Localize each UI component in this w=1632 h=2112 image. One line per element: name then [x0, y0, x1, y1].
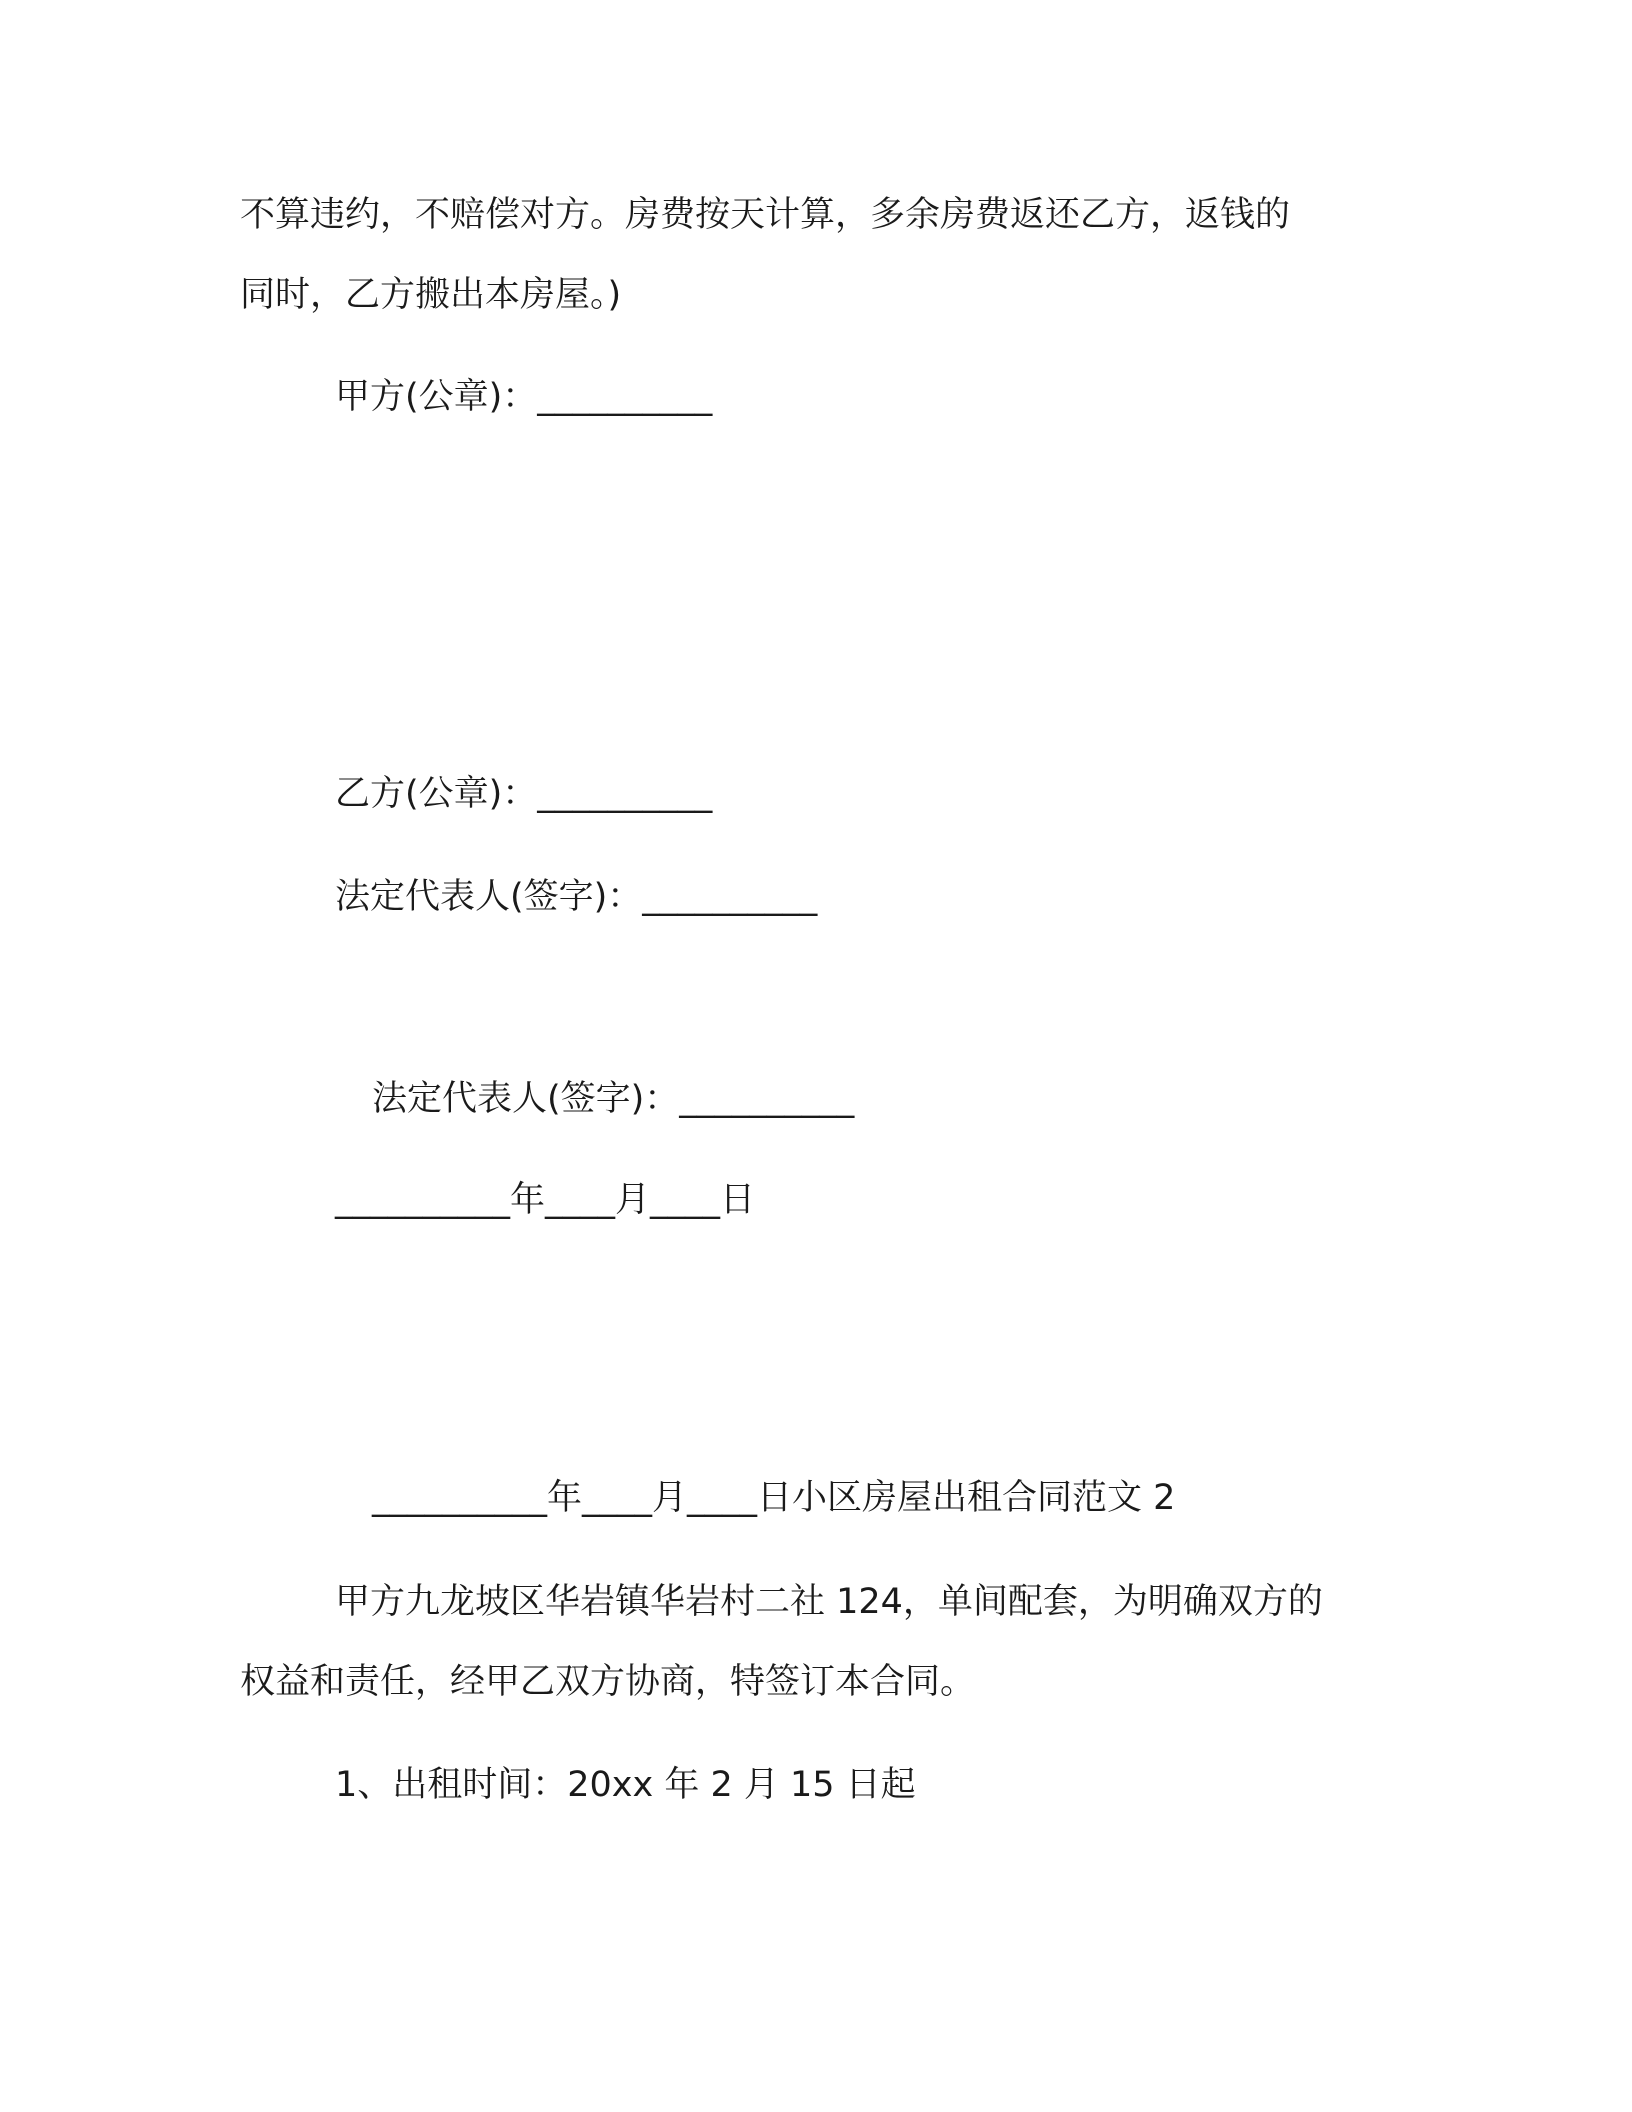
legal-representative-signature-line: 法定代表人(签字)：__________ — [372, 1079, 855, 1119]
date-line: __________年____月____日 — [335, 1180, 756, 1220]
legal-representative-signature-line: 法定代表人(签字)：__________ — [335, 877, 818, 917]
section-title-line: __________年____月____日小区房屋出租合同范文 2 — [372, 1478, 1176, 1518]
clause-line: 1、出租时间：20xx 年 2 月 15 日起 — [335, 1765, 916, 1805]
body-text-line: 同时，乙方搬出本房屋。) — [240, 275, 622, 315]
body-text-line: 权益和责任，经甲乙双方协商，特签订本合同。 — [240, 1662, 976, 1702]
body-text-line: 甲方九龙坡区华岩镇华岩村二社 124，单间配套，为明确双方的 — [335, 1582, 1323, 1622]
party-b-seal-line: 乙方(公章)：__________ — [335, 774, 713, 814]
body-text-line: 不算违约，不赔偿对方。房费按天计算，多余房费返还乙方，返钱的 — [240, 195, 1291, 235]
party-a-seal-line: 甲方(公章)：__________ — [335, 377, 713, 417]
